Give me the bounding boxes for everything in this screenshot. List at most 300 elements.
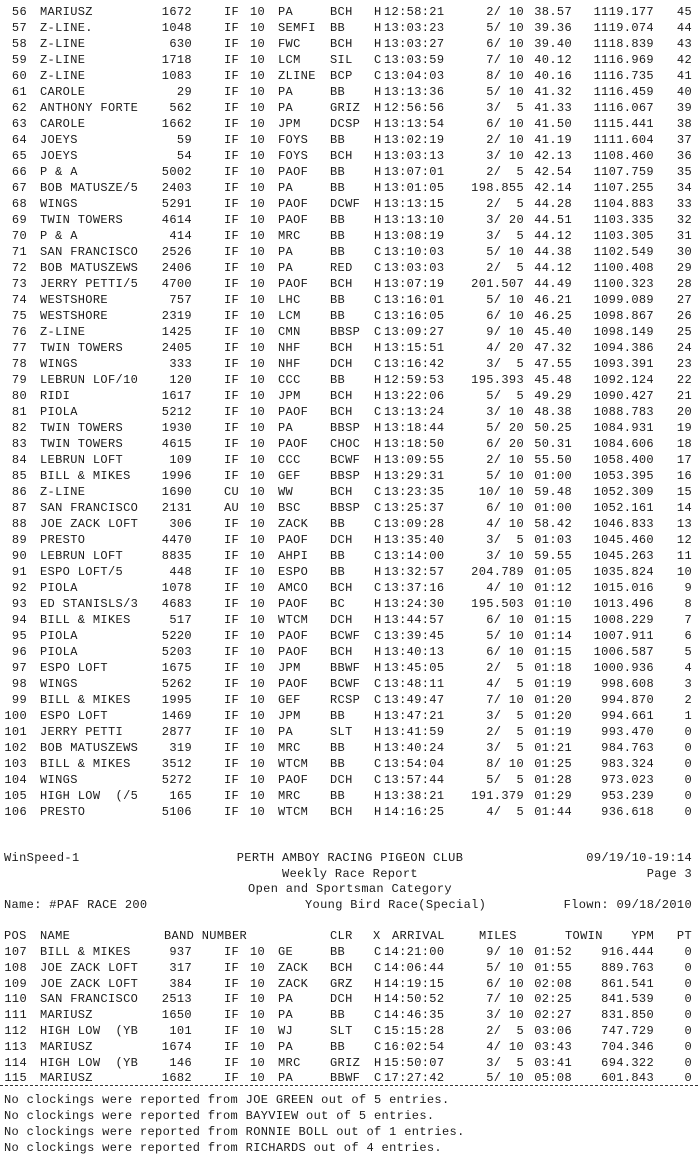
pos-cell: 80 (11, 389, 27, 403)
pos-cell: 101 (4, 725, 27, 739)
band-cell: 2403 (161, 181, 192, 195)
band-cell: 5272 (161, 773, 192, 787)
ypm-cell: 994.661 (601, 709, 654, 723)
prefix-cell: IF (224, 149, 240, 163)
sex-cell: H (374, 389, 382, 403)
color-cell: BB (330, 309, 346, 323)
pos-cell: 109 (4, 976, 27, 991)
band-cell: 2513 (161, 992, 192, 1007)
ypm-cell: 1092.124 (593, 373, 654, 387)
color-cell: DCH (330, 533, 353, 547)
towin-cell: 39.40 (534, 37, 572, 51)
color-cell: GRIZ (330, 1055, 361, 1070)
pt-cell: 0 (684, 960, 692, 975)
name-cell: LEBRUN LOFT (40, 549, 124, 563)
sex-cell: C (374, 549, 382, 563)
pt-cell: 3 (684, 677, 692, 691)
club-cell: PA (278, 992, 294, 1007)
sex-cell: H (374, 165, 382, 179)
pt-cell: 6 (684, 629, 692, 643)
band-cell: 1650 (161, 1008, 192, 1023)
color-cell: BB (330, 709, 346, 723)
band-cell: 4615 (161, 437, 192, 451)
miles-cell: 2/ 10 (486, 453, 524, 467)
ypm-cell: 993.470 (601, 725, 654, 739)
table-row (0, 20, 700, 36)
ypm-cell: 1015.016 (593, 581, 654, 595)
year-cell: 10 (250, 693, 266, 707)
miles-cell: 8/ 10 (486, 757, 524, 771)
miles-cell: 2/ 5 (486, 661, 524, 675)
name-cell: PIOLA (40, 629, 78, 643)
category-title: Open and Sportsman Category (248, 882, 452, 896)
arrival-cell: 13:41:59 (384, 725, 445, 739)
year-cell: 10 (250, 21, 266, 35)
table-row (0, 548, 700, 564)
table-row (0, 356, 700, 372)
year-cell: 10 (250, 53, 266, 67)
towin-cell: 45.48 (534, 373, 572, 387)
towin-cell: 01:21 (534, 741, 572, 755)
year-cell: 10 (250, 501, 266, 515)
miles-cell: 2/ 10 (486, 133, 524, 147)
name-cell: HIGH LOW (YB (40, 1055, 139, 1070)
sex-cell: H (374, 149, 382, 163)
pos-cell: 105 (4, 789, 27, 803)
prefix-cell: IF (224, 709, 240, 723)
name-cell: BILL & MIKES (40, 693, 131, 707)
ypm-cell: 1118.839 (593, 37, 654, 51)
pos-cell: 83 (11, 437, 27, 451)
pt-cell: 44 (676, 21, 692, 35)
prefix-cell: IF (224, 945, 240, 959)
ypm-cell: 1111.604 (593, 133, 654, 147)
band-cell: 120 (169, 373, 192, 387)
ypm-cell: 1119.177 (593, 5, 654, 19)
miles-cell: 5/ 10 (486, 85, 524, 99)
pos-cell: 62 (11, 101, 27, 115)
color-cell: BBWF (330, 661, 361, 675)
band-cell: 517 (169, 613, 192, 627)
club-cell: FWC (278, 37, 301, 51)
prefix-cell: IF (224, 741, 240, 755)
towin-cell: 44.38 (534, 245, 572, 259)
prefix-cell: IF (224, 69, 240, 83)
arrival-cell: 13:24:30 (384, 597, 445, 611)
year-cell: 10 (250, 1024, 266, 1038)
towin-cell: 44.49 (534, 277, 572, 291)
table-row (0, 484, 700, 500)
color-cell: BB (330, 757, 346, 771)
ypm-cell: 1052.309 (593, 485, 654, 499)
towin-cell: 38.57 (534, 5, 572, 19)
year-cell: 10 (250, 773, 266, 787)
ypm-cell: 1103.335 (593, 213, 654, 227)
color-cell: BB (330, 181, 346, 195)
ypm-cell: 1098.867 (593, 309, 654, 323)
color-cell: BCH (330, 37, 353, 51)
color-cell: BBWF (330, 1071, 361, 1086)
year-cell: 10 (250, 277, 266, 291)
year-cell: 10 (250, 133, 266, 147)
flown-date: Flown: 09/18/2010 (563, 898, 692, 912)
pt-cell: 0 (684, 757, 692, 771)
name-cell: ANTHONY FORTE (40, 101, 139, 115)
band-cell: 8835 (161, 549, 192, 563)
ypm-cell: 1053.395 (593, 469, 654, 483)
color-cell: BB (330, 165, 346, 179)
table-row (0, 788, 700, 804)
table-row (0, 452, 700, 468)
sex-cell: H (374, 277, 382, 291)
table-row (0, 388, 700, 404)
color-cell: BCWF (330, 453, 361, 467)
band-cell: 562 (169, 101, 192, 115)
arrival-cell: 13:15:51 (384, 341, 445, 355)
section-divider (0, 1085, 698, 1086)
sex-cell: C (374, 629, 382, 643)
miles-cell: 3/ 20 (486, 213, 524, 227)
prefix-cell: IF (224, 293, 240, 307)
towin-cell: 58.42 (534, 517, 572, 531)
arrival-cell: 13:03:27 (384, 37, 445, 51)
ypm-cell: 841.539 (601, 992, 654, 1007)
miles-cell: 5/ 5 (486, 773, 524, 787)
sex-cell: C (374, 945, 382, 959)
name-cell: ESPO LOFT (40, 709, 108, 723)
prefix-cell: CU (224, 485, 240, 499)
year-cell: 10 (250, 645, 266, 659)
col-clr: CLR (330, 929, 353, 943)
table-row (0, 772, 700, 788)
name-cell: TWIN TOWERS (40, 213, 124, 227)
ypm-cell: 1108.460 (593, 149, 654, 163)
miles-cell: 7/ 10 (486, 53, 524, 67)
club-cell: PAOF (278, 277, 309, 291)
towin-cell: 44.28 (534, 197, 572, 211)
table-row (0, 960, 700, 976)
name-cell: WINGS (40, 773, 78, 787)
color-cell: SIL (330, 53, 353, 67)
table-row (0, 4, 700, 20)
race-name: Name: #PAF RACE 200 (4, 898, 148, 912)
pos-cell: 103 (4, 757, 27, 771)
club-cell: JPM (278, 389, 301, 403)
sex-cell: H (374, 117, 382, 131)
col-x: X (373, 929, 381, 943)
pos-cell: 114 (4, 1055, 27, 1070)
towin-cell: 01:28 (534, 773, 572, 787)
club-cell: GEF (278, 693, 301, 707)
year-cell: 10 (250, 661, 266, 675)
prefix-cell: IF (224, 357, 240, 371)
name-cell: JOE ZACK LOFT (40, 517, 139, 531)
name-cell: MARIUSZ (40, 5, 93, 19)
prefix-cell: IF (224, 517, 240, 531)
miles-cell: 4/ 5 (486, 805, 524, 819)
sex-cell: C (374, 405, 382, 419)
arrival-cell: 13:37:16 (384, 581, 445, 595)
prefix-cell: IF (224, 773, 240, 787)
pt-cell: 37 (676, 133, 692, 147)
year-cell: 10 (250, 1055, 266, 1070)
arrival-cell: 14:06:44 (384, 960, 445, 975)
sex-cell: H (374, 229, 382, 243)
table-row (0, 260, 700, 276)
sex-cell: H (374, 533, 382, 547)
pt-cell: 4 (684, 661, 692, 675)
band-cell: 2877 (161, 725, 192, 739)
club-cell: NHF (278, 341, 301, 355)
year-cell: 10 (250, 213, 266, 227)
pos-cell: 104 (4, 773, 27, 787)
table-row (0, 404, 700, 420)
sex-cell: C (374, 261, 382, 275)
prefix-cell: IF (224, 533, 240, 547)
pt-cell: 23 (676, 357, 692, 371)
prefix-cell: IF (224, 277, 240, 291)
name-cell: SAN FRANCISCO (40, 501, 139, 515)
pt-cell: 35 (676, 165, 692, 179)
ypm-cell: 1116.735 (593, 69, 654, 83)
color-cell: BBSP (330, 501, 361, 515)
pt-cell: 0 (684, 773, 692, 787)
arrival-cell: 14:16:25 (384, 805, 445, 819)
report-title: Weekly Race Report (282, 867, 418, 881)
miles-cell: 3/ 10 (486, 549, 524, 563)
arrival-cell: 13:44:57 (384, 613, 445, 627)
club-cell: PAOF (278, 645, 309, 659)
club-cell: ZACK (278, 960, 309, 975)
prefix-cell: IF (224, 725, 240, 739)
miles-cell: 2/ 5 (486, 1024, 524, 1038)
year-cell: 10 (250, 197, 266, 211)
sex-cell: C (374, 357, 382, 371)
miles-cell: 195.503 (471, 597, 524, 611)
year-cell: 10 (250, 805, 266, 819)
name-cell: WESTSHORE (40, 309, 108, 323)
towin-cell: 40.12 (534, 53, 572, 67)
year-cell: 10 (250, 945, 266, 959)
year-cell: 10 (250, 613, 266, 627)
table-row (0, 36, 700, 52)
miles-cell: 204.789 (471, 565, 524, 579)
table-row (0, 1070, 700, 1086)
year-cell: 10 (250, 485, 266, 499)
prefix-cell: IF (224, 1039, 240, 1054)
name-cell: Z-LINE. (40, 21, 93, 35)
table-row (0, 1055, 700, 1071)
band-cell: 1718 (161, 53, 192, 67)
towin-cell: 47.32 (534, 341, 572, 355)
arrival-cell: 14:21:00 (384, 945, 445, 959)
pt-cell: 45 (676, 5, 692, 19)
towin-cell: 42.13 (534, 149, 572, 163)
towin-cell: 01:15 (534, 645, 572, 659)
year-cell: 10 (250, 741, 266, 755)
arrival-cell: 13:09:28 (384, 517, 445, 531)
miles-cell: 191.379 (471, 789, 524, 803)
table-row (0, 68, 700, 84)
pt-cell: 33 (676, 197, 692, 211)
miles-cell: 7/ 10 (486, 992, 524, 1007)
band-cell: 1048 (161, 21, 192, 35)
color-cell: BB (330, 1039, 346, 1054)
miles-cell: 3/ 5 (486, 229, 524, 243)
color-cell: DCWF (330, 197, 361, 211)
prefix-cell: IF (224, 53, 240, 67)
year-cell: 10 (250, 597, 266, 611)
band-cell: 146 (169, 1055, 192, 1070)
miles-cell: 2/ 10 (486, 5, 524, 19)
sex-cell: C (374, 773, 382, 787)
miles-cell: 3/ 5 (486, 1055, 524, 1070)
pt-cell: 0 (684, 805, 692, 819)
year-cell: 10 (250, 101, 266, 115)
prefix-cell: IF (224, 549, 240, 563)
pt-cell: 22 (676, 373, 692, 387)
pt-cell: 34 (676, 181, 692, 195)
year-cell: 10 (250, 309, 266, 323)
miles-cell: 6/ 10 (486, 976, 524, 991)
ypm-cell: 1000.936 (593, 661, 654, 675)
miles-cell: 8/ 10 (486, 69, 524, 83)
ypm-cell: 889.763 (601, 960, 654, 975)
color-cell: DCH (330, 613, 353, 627)
pos-cell: 66 (11, 165, 27, 179)
ypm-cell: 1006.587 (593, 645, 654, 659)
club-cell: PAOF (278, 677, 309, 691)
ypm-cell: 1084.606 (593, 437, 654, 451)
sex-cell: C (374, 325, 382, 339)
name-cell: WINGS (40, 197, 78, 211)
name-cell: PRESTO (40, 533, 86, 547)
towin-cell: 41.32 (534, 85, 572, 99)
color-cell: RCSP (330, 693, 361, 707)
prefix-cell: IF (224, 693, 240, 707)
pos-cell: 78 (11, 357, 27, 371)
ypm-cell: 1007.911 (593, 629, 654, 643)
band-cell: 1078 (161, 581, 192, 595)
ypm-cell: 998.608 (601, 677, 654, 691)
towin-cell: 45.40 (534, 325, 572, 339)
ypm-cell: 994.870 (601, 693, 654, 707)
club-cell: PA (278, 725, 294, 739)
arrival-cell: 13:13:15 (384, 197, 445, 211)
col-pt: PT (676, 929, 692, 943)
pos-cell: 68 (11, 197, 27, 211)
prefix-cell: IF (224, 453, 240, 467)
band-cell: 630 (169, 37, 192, 51)
band-cell: 2319 (161, 309, 192, 323)
col-miles: MILES (479, 929, 517, 943)
club-cell: PAOF (278, 533, 309, 547)
color-cell: BB (330, 565, 346, 579)
prefix-cell: IF (224, 341, 240, 355)
ypm-cell: 861.541 (601, 976, 654, 991)
towin-cell: 44.12 (534, 261, 572, 275)
pos-cell: 56 (11, 5, 27, 19)
prefix-cell: IF (224, 565, 240, 579)
prefix-cell: IF (224, 245, 240, 259)
club-cell: PA (278, 1039, 294, 1054)
pt-cell: 39 (676, 101, 692, 115)
towin-cell: 02:08 (534, 976, 572, 991)
arrival-cell: 13:45:05 (384, 661, 445, 675)
ypm-cell: 1107.255 (593, 181, 654, 195)
name-cell: PIOLA (40, 581, 78, 595)
sex-cell: C (374, 1008, 382, 1023)
ypm-cell: 704.346 (601, 1039, 654, 1054)
pt-cell: 42 (676, 53, 692, 67)
towin-cell: 01:05 (534, 565, 572, 579)
club-cell: LHC (278, 293, 301, 307)
arrival-cell: 13:39:45 (384, 629, 445, 643)
band-cell: 4470 (161, 533, 192, 547)
miles-cell: 2/ 5 (486, 197, 524, 211)
prefix-cell: IF (224, 309, 240, 323)
name-cell: JOE ZACK LOFT (40, 960, 139, 975)
sex-cell: H (374, 992, 382, 1007)
table-row (0, 244, 700, 260)
year-cell: 10 (250, 165, 266, 179)
arrival-cell: 14:50:52 (384, 992, 445, 1007)
arrival-cell: 13:18:44 (384, 421, 445, 435)
towin-cell: 59.48 (534, 485, 572, 499)
arrival-cell: 13:16:01 (384, 293, 445, 307)
arrival-cell: 13:48:11 (384, 677, 445, 691)
color-cell: BB (330, 21, 346, 35)
prefix-cell: IF (224, 405, 240, 419)
table-row (0, 644, 700, 660)
club-cell: JPM (278, 661, 301, 675)
table-row (0, 116, 700, 132)
color-cell: BBSP (330, 325, 361, 339)
table-row (0, 372, 700, 388)
arrival-cell: 13:25:37 (384, 501, 445, 515)
towin-cell: 44.12 (534, 229, 572, 243)
club-cell: PA (278, 421, 294, 435)
name-cell: RIDI (40, 389, 71, 403)
arrival-cell: 12:59:53 (384, 373, 445, 387)
prefix-cell: IF (224, 1024, 240, 1038)
club-cell: WTCM (278, 757, 309, 771)
table-row (0, 132, 700, 148)
year-cell: 10 (250, 117, 266, 131)
year-cell: 10 (250, 405, 266, 419)
arrival-cell: 13:38:21 (384, 789, 445, 803)
pt-cell: 0 (684, 725, 692, 739)
pos-cell: 107 (4, 945, 27, 959)
miles-cell: 6/ 10 (486, 309, 524, 323)
color-cell: BB (330, 549, 346, 563)
year-cell: 10 (250, 389, 266, 403)
miles-cell: 6/ 10 (486, 645, 524, 659)
arrival-cell: 13:35:40 (384, 533, 445, 547)
ypm-cell: 1099.089 (593, 293, 654, 307)
report-header-line-3 (0, 881, 700, 897)
band-cell: 3512 (161, 757, 192, 771)
ypm-cell: 1103.305 (593, 229, 654, 243)
club-cell: MRC (278, 789, 301, 803)
club-cell: FOYS (278, 133, 309, 147)
prefix-cell: IF (224, 213, 240, 227)
sex-cell: C (374, 960, 382, 975)
prefix-cell: IF (224, 133, 240, 147)
col-towin: TOWIN (565, 929, 603, 943)
color-cell: BB (330, 213, 346, 227)
table-row (0, 276, 700, 292)
